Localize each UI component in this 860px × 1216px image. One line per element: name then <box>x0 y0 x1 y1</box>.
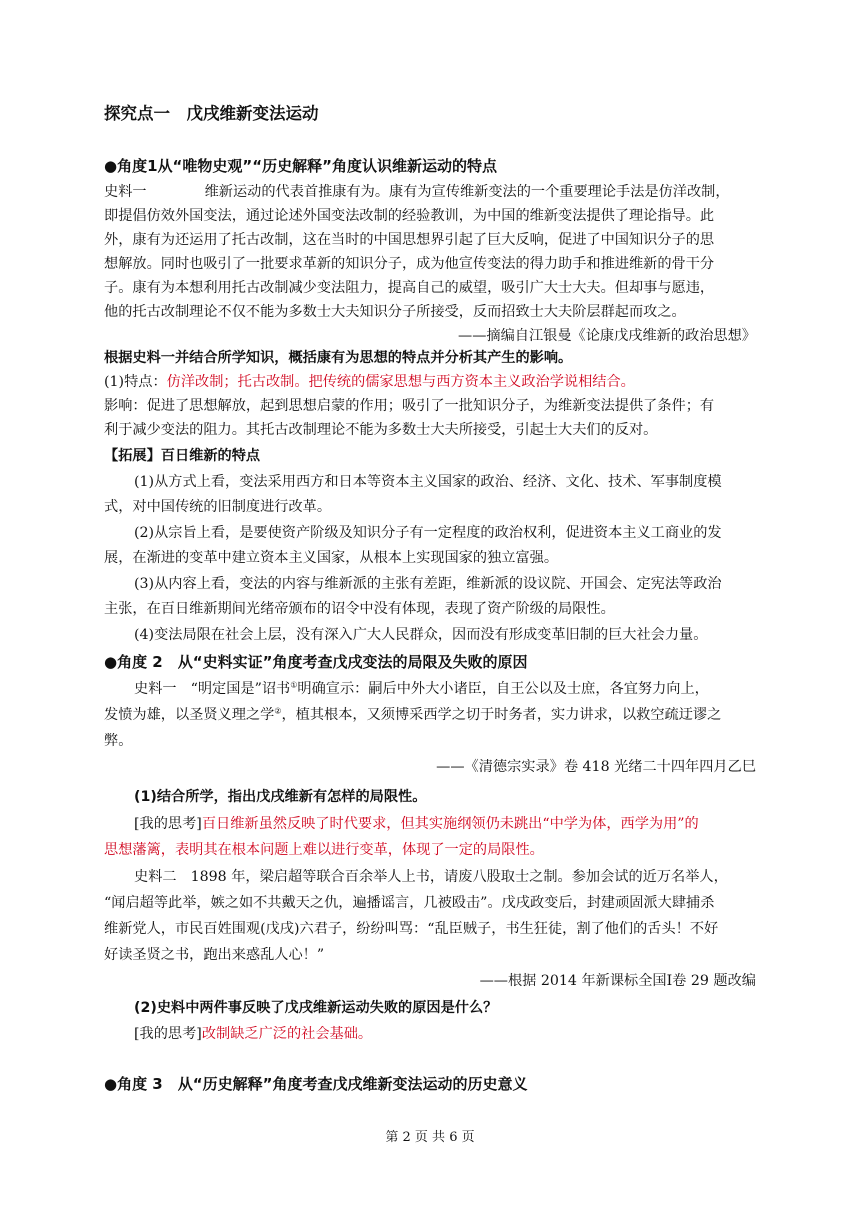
material-label: 史料一 <box>134 681 177 697</box>
angle1-material-line <box>104 181 756 203</box>
material-text: 外，康有为还运用了托古改制，这在当时的中国思想界引起了巨大反响，促进了中国知识分子的思 <box>104 232 715 248</box>
material-text: “闻启超等此举，嫉之如不共戴天之仇，遍播谣言，几被殴击”。戊戌政变后，封建顽固派大肆捕杀 <box>104 895 715 911</box>
extension-text: 展，在渐进的变革中建立资本主义国家，从根本上实现国家的独立富强。 <box>104 550 559 566</box>
footnote-mark: ② <box>274 706 282 716</box>
think-label: [我的思考] <box>134 816 202 832</box>
extension-text: (1)从方式上看，变法采用西方和日本等资本主义国家的政治、经济、文化、技术、军事制度模 <box>134 474 722 490</box>
angle3-title: ●角度 3 从“历史解释”角度考查戊戌维新变法运动的历史意义 <box>104 1075 528 1093</box>
think-line <box>134 1023 756 1045</box>
material-text: 维新运动的代表首推康有为。康有为宣传维新变法的一个重要理论手法是仿洋改制， <box>204 184 730 200</box>
section-title: 探究点一 戊戌维新变法运动 <box>104 104 319 123</box>
extension-text: (2)从宗旨上看，是要使资产阶级及知识分子有一定程度的政治权利，促进资本主义工商业的发 <box>134 525 722 541</box>
material-line: 发愤为雄，以圣贤义理之学②，植其根本，又须博采西学之切于时务者，实力讲求，以救空疏迂谬之 <box>104 706 722 723</box>
question: (1)结合所学，指出戊戌维新有怎样的局限性。 <box>134 789 427 805</box>
material-label: 史料一 <box>104 184 147 200</box>
page-footer: 第 2 页 共 6 页 <box>385 1130 475 1145</box>
influence-text: 影响：促进了思想解放，起到思想启蒙的作用；吸引了一批知识分子，为维新变法提供了条件；有 <box>104 398 715 414</box>
extension-title: 【拓展】百日维新的特点 <box>104 448 261 464</box>
material-text: 他的托古改制理论不仅不能为多数士大夫知识分子所接受，反而招致士大夫阶层群起而攻之。 <box>104 304 686 320</box>
angle1-title: ●角度1从“唯物史观”“历史解释”角度认识维新运动的特点 <box>104 157 497 175</box>
source-citation: ——根据 2014 年新课标全国Ⅰ卷 29 题改编 <box>479 973 756 989</box>
material-text: 弊。 <box>104 733 133 749</box>
influence-text: 利于减少变法的阻力。其托古改制理论不能为多数士大夫所接受，引起士大夫们的反对。 <box>104 422 658 438</box>
answer-label: (1)特点： <box>104 374 167 390</box>
angle2-title: ●角度 2 从“史料实证”角度考查戊戌变法的局限及失败的原因 <box>104 653 528 671</box>
material-text: 即提倡仿效外国变法，通过论述外国变法改制的经验教训，为中国的维新变法提供了理论指导。此 <box>104 208 715 224</box>
extension-text: 主张，在百日维新期间光绪帝颁布的诏令中没有体现，表现了资产阶级的局限性。 <box>104 601 615 617</box>
question: (2)史料中两件事反映了戊戌维新运动失败的原因是什么？ <box>134 1000 498 1016</box>
footnote-mark: ① <box>290 680 298 690</box>
think-label: [我的思考] <box>134 1026 202 1042</box>
extension-text: (3)从内容上看，变法的内容与维新派的主张有差距，维新派的设议院、开国会、定宪法等政治 <box>134 576 722 592</box>
extension-text: (4)变法局限在社会上层，没有深入广大人民群众，因而没有形成变革旧制的巨大社会力量。 <box>134 627 708 643</box>
material-text: 想解放。同时也吸引了一批要求革新的知识分子，成为他宣传变法的得力助手和推进维新的骨干分 <box>104 256 715 272</box>
think-answer: 改制缺乏广泛的社会基础。 <box>201 1026 373 1042</box>
think-line <box>134 813 756 835</box>
material-line: 史料一 “明定国是”诏书①明确宣示：嗣后中外大小诸臣，自王公以及士庶，各宜努力向上， <box>134 680 709 697</box>
material-text: 子。康有为本想利用托古改制减少变法阻力，提高自己的威望，吸引广大士大夫。但却事与愿违， <box>104 280 715 296</box>
material-line: 史料二 1898 年，梁启超等联合百余举人上书，请废八股取士之制。参加会试的近万名举人， <box>134 869 728 885</box>
answer-line <box>104 371 756 393</box>
question: 根据史料一并结合所学知识，概括康有为思想的特点并分析其产生的影响。 <box>104 350 573 366</box>
answer-text: 仿洋改制；托古改制。把传统的儒家思想与西方资本主义政治学说相结合。 <box>166 374 635 390</box>
think-answer: 思想藩篱，表明其在根本问题上难以进行变革，体现了一定的局限性。 <box>104 842 544 858</box>
source-citation: ——摘编自江银曼《论康戊戌维新的政治思想》 <box>458 328 756 344</box>
material-text: 维新党人，市民百姓围观(戊戌)六君子，纷纷叫骂：“乱臣贼子，书生狂徒，割了他们的舌头！不好 <box>104 921 719 937</box>
material-label: 史料二 <box>134 869 177 885</box>
extension-text: 式，对中国传统的旧制度进行改革。 <box>104 499 332 515</box>
source-citation: ——《清德宗实录》卷 418 光绪二十四年四月乙巳 <box>436 759 756 775</box>
think-answer: 百日维新虽然反映了时代要求，但其实施纲领仍未跳出“中学为体，西学为用”的 <box>201 816 699 832</box>
material-text: 好读圣贤之书，跑出来惑乱人心！” <box>104 947 325 963</box>
